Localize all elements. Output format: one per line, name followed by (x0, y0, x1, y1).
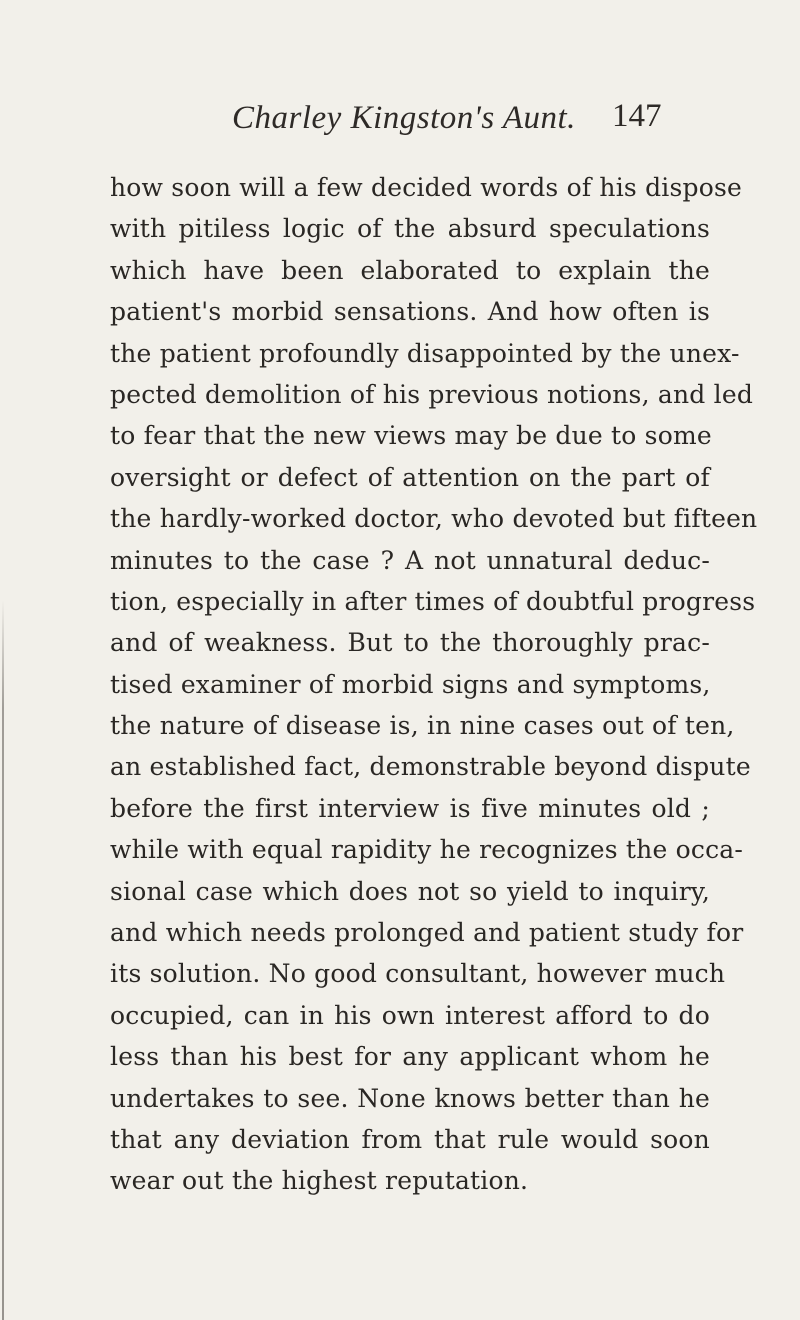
text-line: with pitiless logic of the absurd speculations (110, 214, 710, 244)
text-line: before the first interview is five minutes old ; (110, 793, 710, 823)
text-line: and which needs prolonged and patient study for (110, 918, 744, 948)
page-number: 147 (612, 98, 662, 134)
text-line: the nature of disease is, in nine cases out of ten, (110, 711, 735, 741)
text-line: while with equal rapidity he recognizes the occa- (110, 835, 744, 865)
text-line: sional case which does not so yield to inquiry, (110, 876, 710, 906)
binding-edge (2, 600, 4, 1320)
text-line: tion, especially in after times of doubtful progress (110, 586, 756, 616)
text-line: oversight or defect of attention on the part of (110, 462, 710, 492)
running-title: Charley Kingston's Aunt. (232, 100, 576, 136)
text-line: tised examiner of morbid signs and symptoms, (110, 669, 711, 699)
text-line: less than his best for any applicant whom he (110, 1042, 710, 1072)
text-line: minutes to the case ? A not unnatural deduc- (110, 545, 710, 575)
text-line: its solution. No good consultant, however much (110, 959, 726, 989)
text-line: occupied, can in his own interest afford to do (110, 1000, 710, 1030)
text-line: the hardly-worked doctor, who devoted but fifteen (110, 504, 758, 534)
text-line: patient's morbid sensations. And how often is (110, 297, 710, 327)
text-line: pected demolition of his previous notions, and led (110, 379, 754, 409)
text-line: which have been elaborated to explain the (110, 255, 710, 285)
text-line: an established fact, demonstrable beyond dispute (110, 752, 751, 782)
text-line: to fear that the new views may be due to some (110, 421, 712, 451)
text-line: and of weakness. But to the thoroughly prac- (110, 628, 710, 658)
body-text (110, 167, 758, 1202)
text-line: how soon will a few decided words of his dispose (110, 173, 743, 202)
text-line: undertakes to see. None knows better than he (110, 1083, 710, 1113)
text-line-last: wear out the highest reputation. (110, 1166, 529, 1196)
text-line: the patient profoundly disappointed by the unex- (110, 338, 740, 368)
text-line: that any deviation from that rule would soon (110, 1124, 710, 1154)
